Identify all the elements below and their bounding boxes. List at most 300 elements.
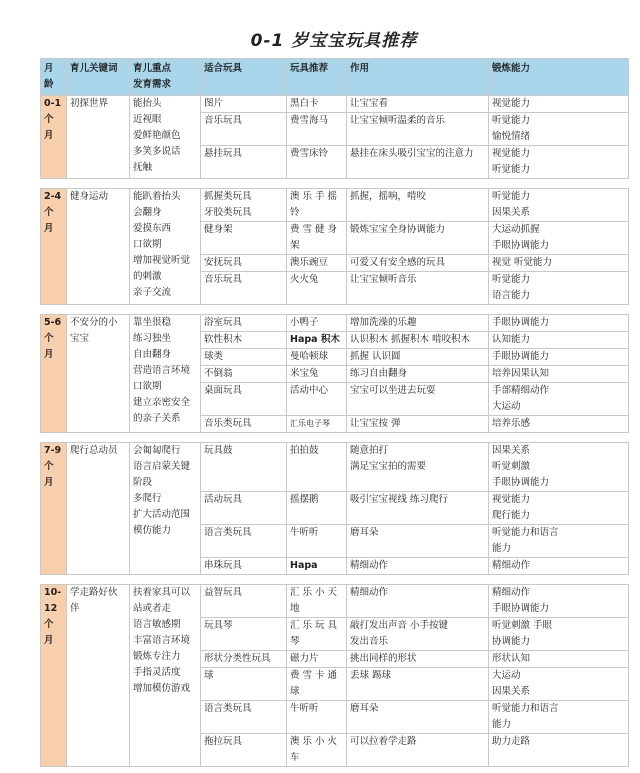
skill-cell xyxy=(489,734,629,767)
skill-line: 大运动 xyxy=(492,670,521,681)
recommend-line: 磁力片 xyxy=(290,653,319,664)
month-line: 2-4 xyxy=(44,191,62,202)
toy-line: 桌面玩具 xyxy=(204,385,243,396)
table-row xyxy=(41,585,629,618)
skill-line: 认知能力 xyxy=(492,334,531,345)
recommend-cell xyxy=(287,332,347,349)
needs-line: 语言敏感期 xyxy=(133,619,181,630)
month-line: 月 xyxy=(44,349,54,360)
needs-line: 多爬行 xyxy=(133,493,162,504)
skill-line: 形状认知 xyxy=(492,653,531,664)
toy-cell xyxy=(201,416,287,433)
header-toy: 适合玩具 xyxy=(201,59,287,96)
use-line: 宝宝可以坐进去玩耍 xyxy=(350,385,436,396)
skill-line: 听觉刺激 手眼 xyxy=(492,620,553,631)
skill-cell xyxy=(489,96,629,113)
header-keyword: 育儿关键词 xyxy=(67,59,130,96)
skill-cell xyxy=(489,255,629,272)
recommend-line: 澳乐豌豆 xyxy=(290,257,329,268)
month-cell xyxy=(41,189,67,305)
recommend-line: 黑白卡 xyxy=(290,98,319,109)
toy-table xyxy=(40,58,629,767)
keyword-cell xyxy=(67,443,130,575)
needs-line: 爱摸东西 xyxy=(133,223,172,234)
table-row xyxy=(41,96,629,113)
use-cell xyxy=(347,222,489,255)
recommend-line: 摇摆鹅 xyxy=(290,494,319,505)
use-cell xyxy=(347,96,489,113)
needs-line: 语言启蒙关键 xyxy=(133,461,191,472)
use-line: 磨耳朵 xyxy=(350,703,379,714)
recommend-line: 曼哈顿球 xyxy=(290,351,329,362)
recommend-line: 活动中心 xyxy=(290,385,329,396)
needs-line: 丰富语言环境 xyxy=(133,635,191,646)
month-line: 12 xyxy=(44,603,58,614)
recommend-line: 汇 乐 小 天 xyxy=(290,587,338,598)
use-line: 挑出同样的形状 xyxy=(350,653,417,664)
recommend-line: 小鸭子 xyxy=(290,317,319,328)
use-line: 练习自由翻身 xyxy=(350,368,408,379)
month-line: 0-1 xyxy=(44,98,62,109)
use-line: 锻炼宝宝全身协调能力 xyxy=(350,224,446,235)
header-row xyxy=(41,59,629,96)
recommend-line: 澳 乐 手 摇 xyxy=(290,191,338,202)
needs-line: 练习独坐 xyxy=(133,333,172,344)
toy-cell xyxy=(201,332,287,349)
skill-line: 培养因果认知 xyxy=(492,368,550,379)
skill-cell xyxy=(489,349,629,366)
needs-line: 的刺激 xyxy=(133,271,162,282)
use-cell xyxy=(347,146,489,179)
needs-line: 靠坐很稳 xyxy=(133,317,172,328)
skill-line: 听觉能力和语言 xyxy=(492,527,559,538)
use-cell xyxy=(347,272,489,305)
recommend-line: 琴 xyxy=(290,636,300,647)
recommend-cell xyxy=(287,255,347,272)
toy-cell xyxy=(201,668,287,701)
month-line: 个 xyxy=(44,207,54,218)
group-separator xyxy=(41,433,629,443)
skill-line: 培养乐感 xyxy=(492,418,531,429)
use-line: 磨耳朵 xyxy=(350,527,379,538)
toy-line: 活动玩具 xyxy=(204,494,243,505)
skill-cell xyxy=(489,315,629,332)
toy-line: 球类 xyxy=(204,351,224,362)
toy-line: 拖拉玩具 xyxy=(204,736,243,747)
use-cell xyxy=(347,701,489,734)
toy-cell xyxy=(201,349,287,366)
table-row xyxy=(41,443,629,492)
month-cell xyxy=(41,96,67,179)
toy-cell xyxy=(201,734,287,767)
recommend-line: 地 xyxy=(290,603,300,614)
recommend-cell xyxy=(287,189,347,222)
toy-line: 语言类玩具 xyxy=(204,703,252,714)
group-separator xyxy=(41,179,629,189)
header-skill: 锻炼能力 xyxy=(489,59,629,96)
toy-cell xyxy=(201,272,287,305)
group-separator xyxy=(41,575,629,585)
needs-line: 爱鲜艳颜色 xyxy=(133,130,181,141)
recommend-line: 米宝兔 xyxy=(290,368,319,379)
use-line: 丢球 踢球 xyxy=(350,670,392,681)
skill-cell xyxy=(489,113,629,146)
month-line: 5-6 xyxy=(44,317,62,328)
month-line: 月 xyxy=(44,223,54,234)
recommend-cell xyxy=(287,525,347,558)
use-cell xyxy=(347,492,489,525)
needs-line: 营造语言环境 xyxy=(133,365,191,376)
needs-line: 能趴着抬头 xyxy=(133,191,181,202)
use-cell xyxy=(347,416,489,433)
page-title: 0-1 岁宝宝玩具推荐 xyxy=(250,31,418,51)
use-line: 悬挂在床头吸引宝宝的注意力 xyxy=(350,148,474,159)
skill-line: 助力走路 xyxy=(492,736,531,747)
use-line: 精细动作 xyxy=(350,560,389,571)
month-line: 个 xyxy=(44,333,54,344)
recommend-cell xyxy=(287,366,347,383)
skill-line: 视觉能力 xyxy=(492,148,531,159)
toy-line: 浴室玩具 xyxy=(204,317,243,328)
skill-cell xyxy=(489,222,629,255)
needs-line: 抚触 xyxy=(133,162,153,173)
needs-line: 模仿能力 xyxy=(133,525,172,536)
skill-line: 爬行能力 xyxy=(492,510,531,521)
header-focus: 育儿重点 发育需求 xyxy=(130,59,201,96)
use-line: 可爱又有安全感的玩具 xyxy=(350,257,446,268)
skill-cell xyxy=(489,383,629,416)
recommend-cell xyxy=(287,701,347,734)
header-month: 月 龄 xyxy=(41,59,67,96)
recommend-cell xyxy=(287,416,347,433)
table-row xyxy=(41,189,629,222)
group-separator xyxy=(41,305,629,315)
needs-line: 亲子交流 xyxy=(133,287,172,298)
toy-line: 软性积木 xyxy=(204,334,243,345)
skill-line: 大运动 xyxy=(492,401,521,412)
use-line: 满足宝宝拍的需要 xyxy=(350,461,427,472)
needs-line: 增加视觉听觉 xyxy=(133,255,191,266)
recommend-line: 车 xyxy=(290,752,300,763)
skill-line: 精细动作 xyxy=(492,560,531,571)
toy-cell xyxy=(201,618,287,651)
use-cell xyxy=(347,443,489,492)
skill-line: 听觉能力和语言 xyxy=(492,703,559,714)
skill-cell xyxy=(489,146,629,179)
use-cell xyxy=(347,585,489,618)
toy-cell xyxy=(201,651,287,668)
toy-cell xyxy=(201,222,287,255)
table-row xyxy=(41,315,629,332)
use-line: 让宝宝按 弹 xyxy=(350,418,401,429)
use-line: 让宝宝看 xyxy=(350,98,389,109)
recommend-line: 架 xyxy=(290,240,300,251)
skill-line: 听觉能力 xyxy=(492,191,531,202)
skill-line: 手部精细动作 xyxy=(492,385,550,396)
needs-line: 口欲期 xyxy=(133,239,162,250)
skill-line: 手眼协调能力 xyxy=(492,351,550,362)
recommend-line: Hapa 积木 xyxy=(290,334,340,345)
use-cell xyxy=(347,332,489,349)
recommend-cell xyxy=(287,734,347,767)
keyword-line: 学走路好伙 xyxy=(70,587,118,598)
header-use: 作用 xyxy=(347,59,489,96)
skill-line: 听觉刺激 xyxy=(492,461,531,472)
table-body xyxy=(41,96,629,767)
toy-line: 图片 xyxy=(204,98,224,109)
use-cell xyxy=(347,525,489,558)
month-line: 月 xyxy=(44,477,54,488)
use-line: 精细动作 xyxy=(350,587,389,598)
keyword-line: 初探世界 xyxy=(70,98,109,109)
needs-line: 建立亲密安全 xyxy=(133,397,191,408)
needs-cell xyxy=(130,585,201,767)
needs-line: 多笑多说话 xyxy=(133,146,181,157)
toy-line: 音乐玩具 xyxy=(204,274,243,285)
needs-cell xyxy=(130,96,201,179)
use-line: 可以拉着学走路 xyxy=(350,736,417,747)
skill-line: 大运动抓握 xyxy=(492,224,540,235)
recommend-line: 拍拍鼓 xyxy=(290,445,319,456)
recommend-cell xyxy=(287,315,347,332)
toy-cell xyxy=(201,96,287,113)
needs-line: 会翻身 xyxy=(133,207,162,218)
recommend-cell xyxy=(287,272,347,305)
recommend-line: 火火兔 xyxy=(290,274,319,285)
skill-line: 听觉能力 xyxy=(492,115,531,126)
recommend-cell xyxy=(287,146,347,179)
month-cell xyxy=(41,443,67,575)
header-recommend: 玩具推荐 xyxy=(287,59,347,96)
recommend-line: 汇 乐 玩 具 xyxy=(290,620,338,631)
recommend-cell xyxy=(287,585,347,618)
use-line: 增加洗澡的乐趣 xyxy=(350,317,417,328)
skill-cell xyxy=(489,443,629,492)
needs-line: 能抬头 xyxy=(133,98,162,109)
skill-line: 听觉能力 xyxy=(492,164,531,175)
use-cell xyxy=(347,651,489,668)
skill-line: 手眼协调能力 xyxy=(492,317,550,328)
skill-cell xyxy=(489,189,629,222)
use-cell xyxy=(347,189,489,222)
needs-line: 增加模仿游戏 xyxy=(133,683,191,694)
keyword-line: 宝宝 xyxy=(70,333,90,344)
recommend-line: 费雪海马 xyxy=(290,115,329,126)
toy-line: 球 xyxy=(204,670,214,681)
recommend-cell xyxy=(287,349,347,366)
toy-cell xyxy=(201,113,287,146)
needs-line: 的亲子关系 xyxy=(133,413,181,424)
keyword-cell xyxy=(67,315,130,433)
needs-line: 会匍匐爬行 xyxy=(133,445,181,456)
use-cell xyxy=(347,668,489,701)
toy-line: 音乐玩具 xyxy=(204,115,243,126)
toy-cell xyxy=(201,443,287,492)
use-cell xyxy=(347,255,489,272)
skill-line: 视觉能力 xyxy=(492,98,531,109)
toy-line: 安抚玩具 xyxy=(204,257,243,268)
skill-line: 手眼协调能力 xyxy=(492,477,550,488)
skill-line: 视觉能力 xyxy=(492,494,531,505)
month-line: 月 xyxy=(44,130,54,141)
skill-cell xyxy=(489,668,629,701)
skill-cell xyxy=(489,492,629,525)
toy-line: 益智玩具 xyxy=(204,587,243,598)
use-cell xyxy=(347,349,489,366)
skill-cell xyxy=(489,366,629,383)
recommend-line: 费 雪 卡 通 xyxy=(290,670,338,681)
toy-line: 串珠玩具 xyxy=(204,560,243,571)
skill-line: 手眼协调能力 xyxy=(492,240,550,251)
toy-cell xyxy=(201,701,287,734)
use-line: 抓握，摇响，啃咬 xyxy=(350,191,427,202)
month-line: 个 xyxy=(44,114,54,125)
use-cell xyxy=(347,734,489,767)
recommend-cell xyxy=(287,558,347,575)
recommend-cell xyxy=(287,96,347,113)
needs-line: 近视眼 xyxy=(133,114,162,125)
recommend-line: 汇乐电子琴 xyxy=(290,419,330,428)
recommend-line: 牛听听 xyxy=(290,527,319,538)
separator-cell xyxy=(41,305,629,315)
keyword-cell xyxy=(67,585,130,767)
recommend-line: 澳 乐 小 火 xyxy=(290,736,338,747)
use-cell xyxy=(347,383,489,416)
use-line: 认识积木 抓握积木 啃咬积木 xyxy=(350,334,471,345)
recommend-cell xyxy=(287,443,347,492)
skill-cell xyxy=(489,651,629,668)
recommend-line: 球 xyxy=(290,686,300,697)
toy-line: 语言类玩具 xyxy=(204,527,252,538)
keyword-cell xyxy=(67,96,130,179)
use-cell xyxy=(347,315,489,332)
month-line: 个 xyxy=(44,619,54,630)
use-cell xyxy=(347,618,489,651)
separator-cell xyxy=(41,575,629,585)
toy-cell xyxy=(201,189,287,222)
recommend-line: 费 雪 健 身 xyxy=(290,224,338,235)
recommend-cell xyxy=(287,383,347,416)
month-cell xyxy=(41,315,67,433)
toy-cell xyxy=(201,525,287,558)
toy-line: 玩具琴 xyxy=(204,620,233,631)
recommend-cell xyxy=(287,618,347,651)
use-line: 让宝宝倾听音乐 xyxy=(350,274,417,285)
toy-line: 音乐类玩具 xyxy=(204,418,252,429)
month-line: 个 xyxy=(44,461,54,472)
skill-line: 精细动作 xyxy=(492,587,531,598)
recommend-cell xyxy=(287,651,347,668)
skill-line: 因果关系 xyxy=(492,207,531,218)
recommend-cell xyxy=(287,668,347,701)
needs-line: 站或者走 xyxy=(133,603,172,614)
skill-line: 能力 xyxy=(492,543,512,554)
keyword-line: 爬行总动员 xyxy=(70,445,118,456)
toy-cell xyxy=(201,383,287,416)
keyword-line: 不安分的小 xyxy=(70,317,118,328)
use-line: 让宝宝倾听温柔的音乐 xyxy=(350,115,446,126)
use-line: 敲打发出声音 小手按键 xyxy=(350,620,449,631)
toy-line: 玩具鼓 xyxy=(204,445,233,456)
toy-cell xyxy=(201,585,287,618)
skill-line: 协调能力 xyxy=(492,636,531,647)
recommend-cell xyxy=(287,492,347,525)
skill-line: 视觉 听觉能力 xyxy=(492,257,553,268)
toy-cell xyxy=(201,366,287,383)
skill-line: 因果关系 xyxy=(492,445,531,456)
separator-cell xyxy=(41,179,629,189)
toy-line: 形状分类性玩具 xyxy=(204,653,271,664)
toy-cell xyxy=(201,255,287,272)
month-line: 月 xyxy=(44,635,54,646)
use-cell xyxy=(347,558,489,575)
use-line: 抓握 认识圆 xyxy=(350,351,401,362)
toy-cell xyxy=(201,492,287,525)
skill-line: 因果关系 xyxy=(492,686,531,697)
recommend-cell xyxy=(287,222,347,255)
toy-line: 健身架 xyxy=(204,224,233,235)
needs-line: 锻炼专注力 xyxy=(133,651,181,662)
needs-cell xyxy=(130,315,201,433)
keyword-line: 伴 xyxy=(70,603,80,614)
keyword-line: 健身运动 xyxy=(70,191,109,202)
month-line: 10- xyxy=(44,587,62,598)
recommend-line: Hapa xyxy=(290,560,318,571)
skill-cell xyxy=(489,525,629,558)
needs-line: 扩大活动范围 xyxy=(133,509,191,520)
keyword-cell xyxy=(67,189,130,305)
skill-cell xyxy=(489,701,629,734)
recommend-line: 牛听听 xyxy=(290,703,319,714)
skill-cell xyxy=(489,332,629,349)
recommend-line: 铃 xyxy=(290,207,300,218)
recommend-line: 费雪床铃 xyxy=(290,148,329,159)
toy-line: 牙胶类玩具 xyxy=(204,207,252,218)
toy-cell xyxy=(201,315,287,332)
separator-cell xyxy=(41,433,629,443)
skill-line: 听觉能力 xyxy=(492,274,531,285)
needs-line: 扶着家具可以 xyxy=(133,587,191,598)
use-cell xyxy=(347,366,489,383)
recommend-cell xyxy=(287,113,347,146)
toy-cell xyxy=(201,146,287,179)
skill-line: 语言能力 xyxy=(492,290,531,301)
needs-line: 手指灵活度 xyxy=(133,667,181,678)
skill-line: 愉悦情绪 xyxy=(492,131,531,142)
skill-cell xyxy=(489,585,629,618)
skill-cell xyxy=(489,558,629,575)
use-line: 发出音乐 xyxy=(350,636,389,647)
skill-line: 手眼协调能力 xyxy=(492,603,550,614)
month-line: 7-9 xyxy=(44,445,62,456)
use-line: 吸引宝宝视线 练习爬行 xyxy=(350,494,449,505)
skill-cell xyxy=(489,272,629,305)
needs-cell xyxy=(130,189,201,305)
toy-line: 悬挂玩具 xyxy=(204,148,243,159)
needs-line: 阶段 xyxy=(133,477,153,488)
toy-line: 不倒翁 xyxy=(204,368,233,379)
toy-line: 抓握类玩具 xyxy=(204,191,252,202)
needs-line: 自由翻身 xyxy=(133,349,172,360)
needs-cell xyxy=(130,443,201,575)
skill-cell xyxy=(489,618,629,651)
skill-cell xyxy=(489,416,629,433)
use-cell xyxy=(347,113,489,146)
month-cell xyxy=(41,585,67,767)
needs-line: 口欲期 xyxy=(133,381,162,392)
toy-cell xyxy=(201,558,287,575)
skill-line: 能力 xyxy=(492,719,512,730)
